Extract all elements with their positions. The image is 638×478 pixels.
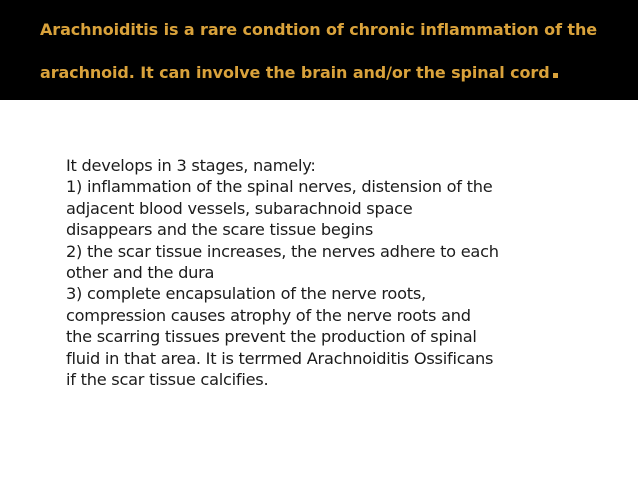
body-line-stage-2a: 2) the scar tissue increases, the nerves adhere to each [66,241,499,261]
body-line-stage-3d: fluid in that area. It is terrmed Arachnoiditis Ossificans [66,348,494,368]
body-line-stage-1b: adjacent blood vessels, subarachnoid space [66,198,413,218]
slide-title-line-2 [40,63,558,83]
slide-title-line-1: Arachnoiditis is a rare condtion of chronic inflammation of the [40,20,597,39]
body-line-stage-3e: if the scar tissue calcifies. [66,370,269,390]
body-line-stage-1a: 1) inflammation of the spinal nerves, distension of the [66,177,493,197]
body-line-stage-3b: compression causes atrophy of the nerve roots and [66,305,471,325]
body-line-stage-3a: 3) complete encapsulation of the nerve roots, [66,284,426,304]
body-line-stage-2b: other and the dura [66,263,215,283]
body-line-intro: It develops in 3 stages, namely: [66,156,316,175]
body-line-stage-3c: the scarring tissues prevent the production of spinal [66,327,477,347]
title-band [0,0,638,100]
body-line-stage-1c: disappears and the scare tissue begins [66,220,374,240]
slide-title-line-2-text: arachnoid. It can involve the brain and/or the spinal cord [40,63,550,82]
title-end-bullet-square [553,73,558,78]
slide-body [66,155,606,390]
